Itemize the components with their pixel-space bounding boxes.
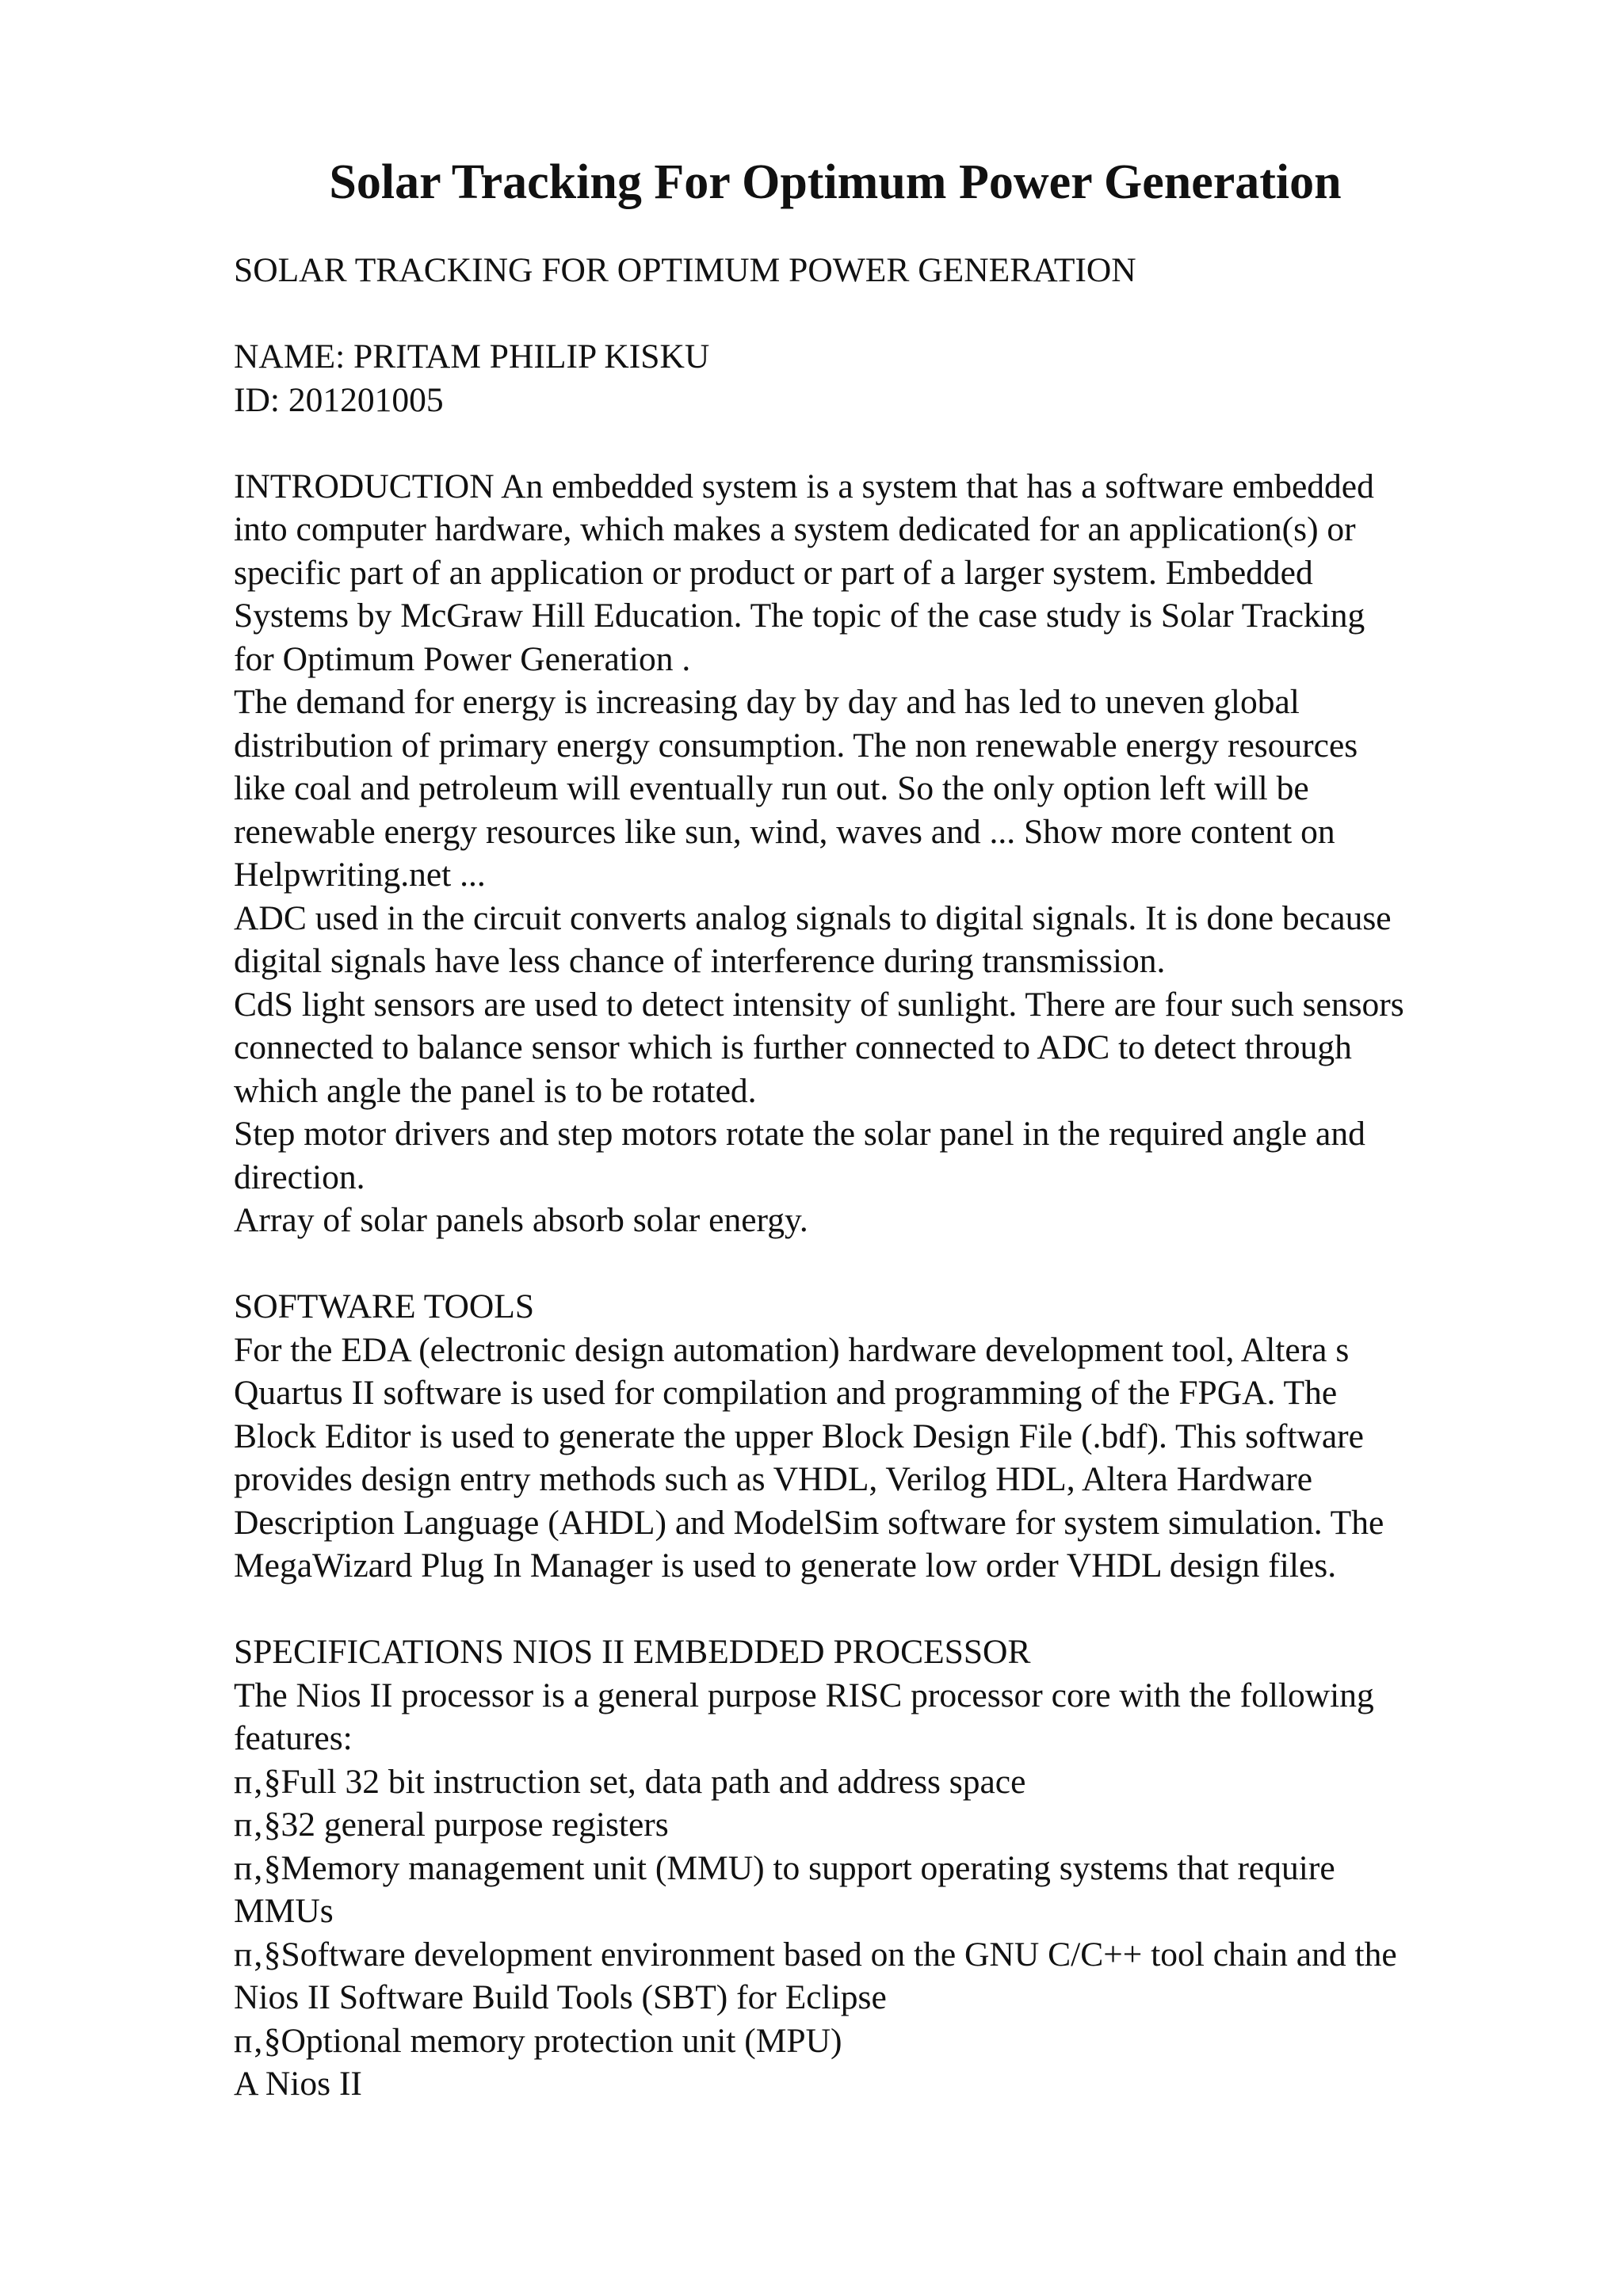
paragraph-gap [234, 1242, 1518, 1286]
text-line: direction. [234, 1158, 365, 1196]
paragraph-gap [234, 292, 1518, 336]
text-line: The demand for energy is increasing day by day and has led to uneven global [234, 683, 1300, 721]
text-line: п‚§Memory management unit (MMU) to support operating systems that require [234, 1848, 1335, 1887]
document-title: Solar Tracking For Optimum Power Generation [329, 155, 1342, 209]
text-line: Block Editor is used to generate the upper Block Design File (.bdf). This software [234, 1417, 1364, 1455]
text-line: Helpwriting.net ... [234, 856, 486, 894]
text-line: digital signals have less chance of interference during transmission. [234, 942, 1166, 980]
text-line: specific part of an application or product or part of a larger system. Embedded [234, 553, 1313, 592]
text-line: Step motor drivers and step motors rotate the solar panel in the required angle and [234, 1115, 1365, 1153]
text-line: ADC used in the circuit converts analog signals to digital signals. It is done because [234, 898, 1392, 937]
text-line: The Nios II processor is a general purpose RISC processor core with the following [234, 1676, 1374, 1714]
text-line: for Optimum Power Generation . [234, 639, 691, 678]
text-line: Systems by McGraw Hill Education. The topic of the case study is Solar Tracking [234, 597, 1365, 635]
text-line: MMUs [234, 1892, 334, 1930]
text-line: ID: 201201005 [234, 380, 444, 419]
text-line: Array of solar panels absorb solar energy. [234, 1201, 808, 1239]
text-line: п‚§Software development environment based on the GNU C/C++ tool chain and the [234, 1935, 1397, 1974]
text-line: connected to balance sensor which is further connected to ADC to detect through [234, 1028, 1352, 1066]
text-line: CdS light sensors are used to detect intensity of sunlight. There are four such sensors [234, 985, 1404, 1024]
text-line: distribution of primary energy consumption. The non renewable energy resources [234, 726, 1358, 765]
text-line: MegaWizard Plug In Manager is used to generate low order VHDL design files. [234, 1547, 1337, 1585]
text-line: which angle the panel is to be rotated. [234, 1071, 757, 1110]
text-line: п‚§Full 32 bit instruction set, data path and address space [234, 1762, 1026, 1801]
text-line: Description Language (AHDL) and ModelSim software for system simulation. The [234, 1503, 1384, 1542]
paragraph-gap [234, 1588, 1518, 1631]
text-line: provides design entry methods such as VHDL, Verilog HDL, Altera Hardware [234, 1460, 1313, 1498]
text-line: п‚§Optional memory protection unit (MPU) [234, 2021, 842, 2060]
text-line: SPECIFICATIONS NIOS II EMBEDDED PROCESSOR [234, 1633, 1031, 1671]
text-line: SOLAR TRACKING FOR OPTIMUM POWER GENERATION [234, 251, 1136, 289]
text-line: NAME: PRITAM PHILIP KISKU [234, 338, 710, 376]
document-body [234, 249, 1518, 2106]
text-line: features: [234, 1719, 353, 1757]
text-line: A Nios II [234, 2065, 362, 2103]
text-line: Nios II Software Build Tools (SBT) for Eclipse [234, 1978, 887, 2016]
text-line: For the EDA (electronic design automation) hardware development tool, Altera s [234, 1330, 1350, 1369]
text-line: INTRODUCTION An embedded system is a system that has a software embedded [234, 467, 1374, 505]
text-line: Quartus II software is used for compilation and programming of the FPGA. The [234, 1374, 1338, 1412]
text-line: into computer hardware, which makes a system dedicated for an application(s) or [234, 510, 1356, 548]
paragraph-gap [234, 421, 1518, 465]
text-line: SOFTWARE TOOLS [234, 1287, 535, 1325]
text-line: п‚§32 general purpose registers [234, 1806, 669, 1844]
text-line: like coal and petroleum will eventually run out. So the only option left will be [234, 769, 1309, 807]
text-line: renewable energy resources like sun, wind, waves and ... Show more content on [234, 812, 1335, 851]
